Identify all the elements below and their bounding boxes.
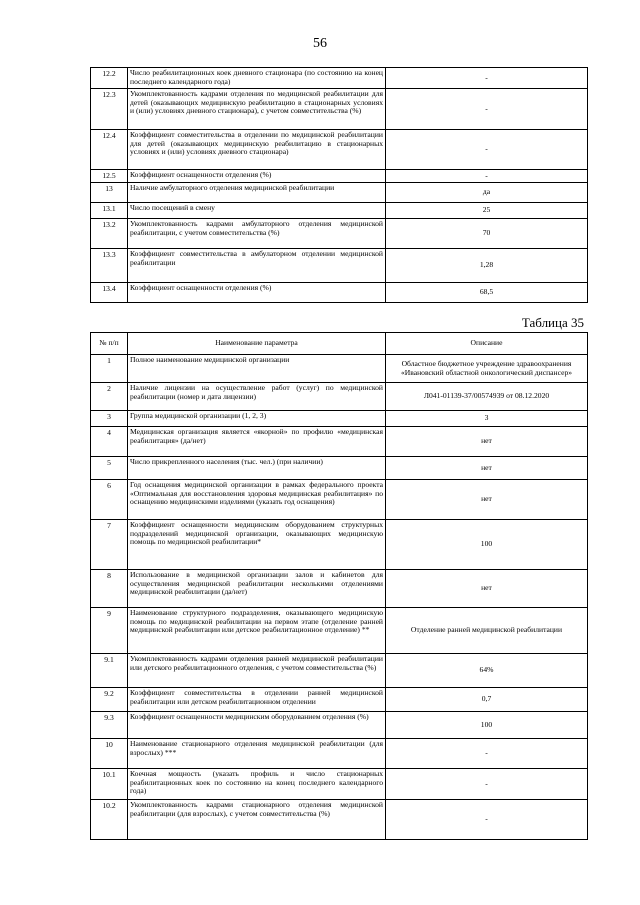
row-description: Укомплектованность кадрами амбулаторного отделения медицинской реабилитации, с учетом совместительства (%)	[128, 219, 386, 249]
table-row	[91, 89, 588, 130]
row-number: 13	[91, 183, 128, 203]
row-value: 1,28	[386, 249, 588, 283]
row-description: Число посещений в смену	[128, 203, 386, 219]
row-description: Число реабилитационных коек дневного стационара (по состоянию на конец последнего календарного года)	[128, 68, 386, 89]
row-number: 13.1	[91, 203, 128, 219]
row-description: Группа медицинской организации (1, 2, 3)	[128, 411, 386, 427]
row-number: 10	[91, 739, 128, 769]
row-value: -	[386, 68, 588, 89]
row-value: 68,5	[386, 283, 588, 303]
table-row	[91, 219, 588, 249]
row-value: -	[386, 89, 588, 130]
row-number: 13.4	[91, 283, 128, 303]
row-value: 100	[386, 520, 588, 570]
row-description: Использование в медицинской организации залов и кабинетов для осуществления медицинской реабилитации несколькими отделениями медицинской реабилитации (да/нет)	[128, 570, 386, 608]
row-description: Год оснащения медицинской организации в рамках федерального проекта «Оптимальная для восстановления здоровья медицинская реабилитация» по оснащению медицинскими изделиями (указать год оснащения)	[128, 480, 386, 520]
table-row	[91, 800, 588, 840]
header-number: № п/п	[91, 333, 128, 355]
row-number: 4	[91, 427, 128, 457]
row-description: Укомплектованность кадрами стационарного отделения медицинской реабилитации (для взрослых), с учетом совместительства (%)	[128, 800, 386, 840]
row-value: Отделение ранней медицинской реабилитации	[386, 608, 588, 654]
row-value: 25	[386, 203, 588, 219]
row-description: Число прикрепленного населения (тыс. чел.) (при наличии)	[128, 457, 386, 480]
row-description: Наличие амбулаторного отделения медицинской реабилитации	[128, 183, 386, 203]
row-description: Коэффициент совместительства в отделении ранней медицинской реабилитации или детском реабилитационном отделении	[128, 688, 386, 712]
row-description: Коэффициент оснащенности отделения (%)	[128, 170, 386, 183]
table-row	[91, 654, 588, 688]
row-value: Областное бюджетное учреждение здравоохранения «Ивановский областной онкологический диспансер»	[386, 355, 588, 383]
table-row	[91, 688, 588, 712]
row-value: нет	[386, 570, 588, 608]
row-number: 12.3	[91, 89, 128, 130]
row-description: Укомплектованность кадрами отделения по медицинской реабилитации для детей (оказывающих медицинскую реабилитацию в стационарных условиях и (или) условиях дневного стационара), с учетом совместительства (%)	[128, 89, 386, 130]
row-value: да	[386, 183, 588, 203]
row-value: 0,7	[386, 688, 588, 712]
row-value: -	[386, 130, 588, 170]
row-number: 12.2	[91, 68, 128, 89]
row-value: нет	[386, 480, 588, 520]
row-value: 70	[386, 219, 588, 249]
row-description: Коэффициент оснащенности медицинским оборудованием структурных подразделений медицинской организации, оказывающих медицинскую помощь по медицинской реабилитации*	[128, 520, 386, 570]
row-number: 12.5	[91, 170, 128, 183]
header-parameter: Наименование параметра	[128, 333, 386, 355]
table-row	[91, 427, 588, 457]
row-number: 2	[91, 383, 128, 411]
row-description: Наличие лицензии на осуществление работ (услуг) по медицинской реабилитации (номер и дата лицензии)	[128, 383, 386, 411]
row-description: Коэффициент оснащенности отделения (%)	[128, 283, 386, 303]
table-caption: Таблица 35	[521, 315, 584, 330]
table-row	[91, 383, 588, 411]
table-row	[91, 739, 588, 769]
table-row	[91, 249, 588, 283]
row-number: 13.3	[91, 249, 128, 283]
row-number: 10.1	[91, 769, 128, 800]
table-main	[90, 332, 588, 840]
row-value: нет	[386, 427, 588, 457]
table-row	[91, 183, 588, 203]
row-value: -	[386, 769, 588, 800]
table-row	[91, 769, 588, 800]
row-description: Наименование стационарного отделения медицинской реабилитации (для взрослых) ***	[128, 739, 386, 769]
row-description: Наименование структурного подразделения, оказывающего медицинскую помощь по медицинской реабилитации на первом этапе (отделение ранней медицинской реабилитации или детское реабилитационное отделение) **	[128, 608, 386, 654]
table-header-row	[91, 333, 588, 355]
table-row	[91, 68, 588, 89]
row-number: 5	[91, 457, 128, 480]
row-value: Л041-01139-37/00574939 от 08.12.2020	[386, 383, 588, 411]
table-row	[91, 480, 588, 520]
table-row	[91, 203, 588, 219]
header-description: Описание	[386, 333, 588, 355]
table-row	[91, 355, 588, 383]
row-value: 100	[386, 712, 588, 739]
row-number: 9.2	[91, 688, 128, 712]
row-number: 8	[91, 570, 128, 608]
row-value: -	[386, 800, 588, 840]
row-description: Медицинская организация является «якорной» по профилю «медицинская реабилитация» (да/нет)	[128, 427, 386, 457]
row-description: Коэффициент совместительства в отделении по медицинской реабилитации для детей (оказывающих медицинскую реабилитацию в стационарных условиях и (или) условиях дневного стационара)	[128, 130, 386, 170]
table-row	[91, 130, 588, 170]
row-description: Укомплектованность кадрами отделения ранней медицинской реабилитации или детского реабилитационного отделения, с учетом совместительства (%)	[128, 654, 386, 688]
table-row	[91, 411, 588, 427]
row-number: 9.3	[91, 712, 128, 739]
row-number: 9	[91, 608, 128, 654]
row-number: 10.2	[91, 800, 128, 840]
row-value: -	[386, 170, 588, 183]
row-description: Полное наименование медицинской организации	[128, 355, 386, 383]
row-value: 64%	[386, 654, 588, 688]
row-value: 3	[386, 411, 588, 427]
row-number: 9.1	[91, 654, 128, 688]
row-number: 6	[91, 480, 128, 520]
row-number: 12.4	[91, 130, 128, 170]
table-row	[91, 457, 588, 480]
row-number: 13.2	[91, 219, 128, 249]
table-row	[91, 712, 588, 739]
row-number: 3	[91, 411, 128, 427]
table-top	[90, 67, 588, 303]
row-value: нет	[386, 457, 588, 480]
table-row	[91, 608, 588, 654]
row-description: Коэффициент оснащенности медицинским оборудованием отделения (%)	[128, 712, 386, 739]
table-row	[91, 520, 588, 570]
page-number: 56	[313, 36, 327, 51]
row-number: 7	[91, 520, 128, 570]
row-description: Коечная мощность (указать профиль и число стационарных реабилитационных коек по состоянию на конец последнего календарного года)	[128, 769, 386, 800]
row-description: Коэффициент совместительства в амбулаторном отделении медицинской реабилитации	[128, 249, 386, 283]
table-row	[91, 283, 588, 303]
table-row	[91, 570, 588, 608]
row-number: 1	[91, 355, 128, 383]
table-row	[91, 170, 588, 183]
row-value: -	[386, 739, 588, 769]
